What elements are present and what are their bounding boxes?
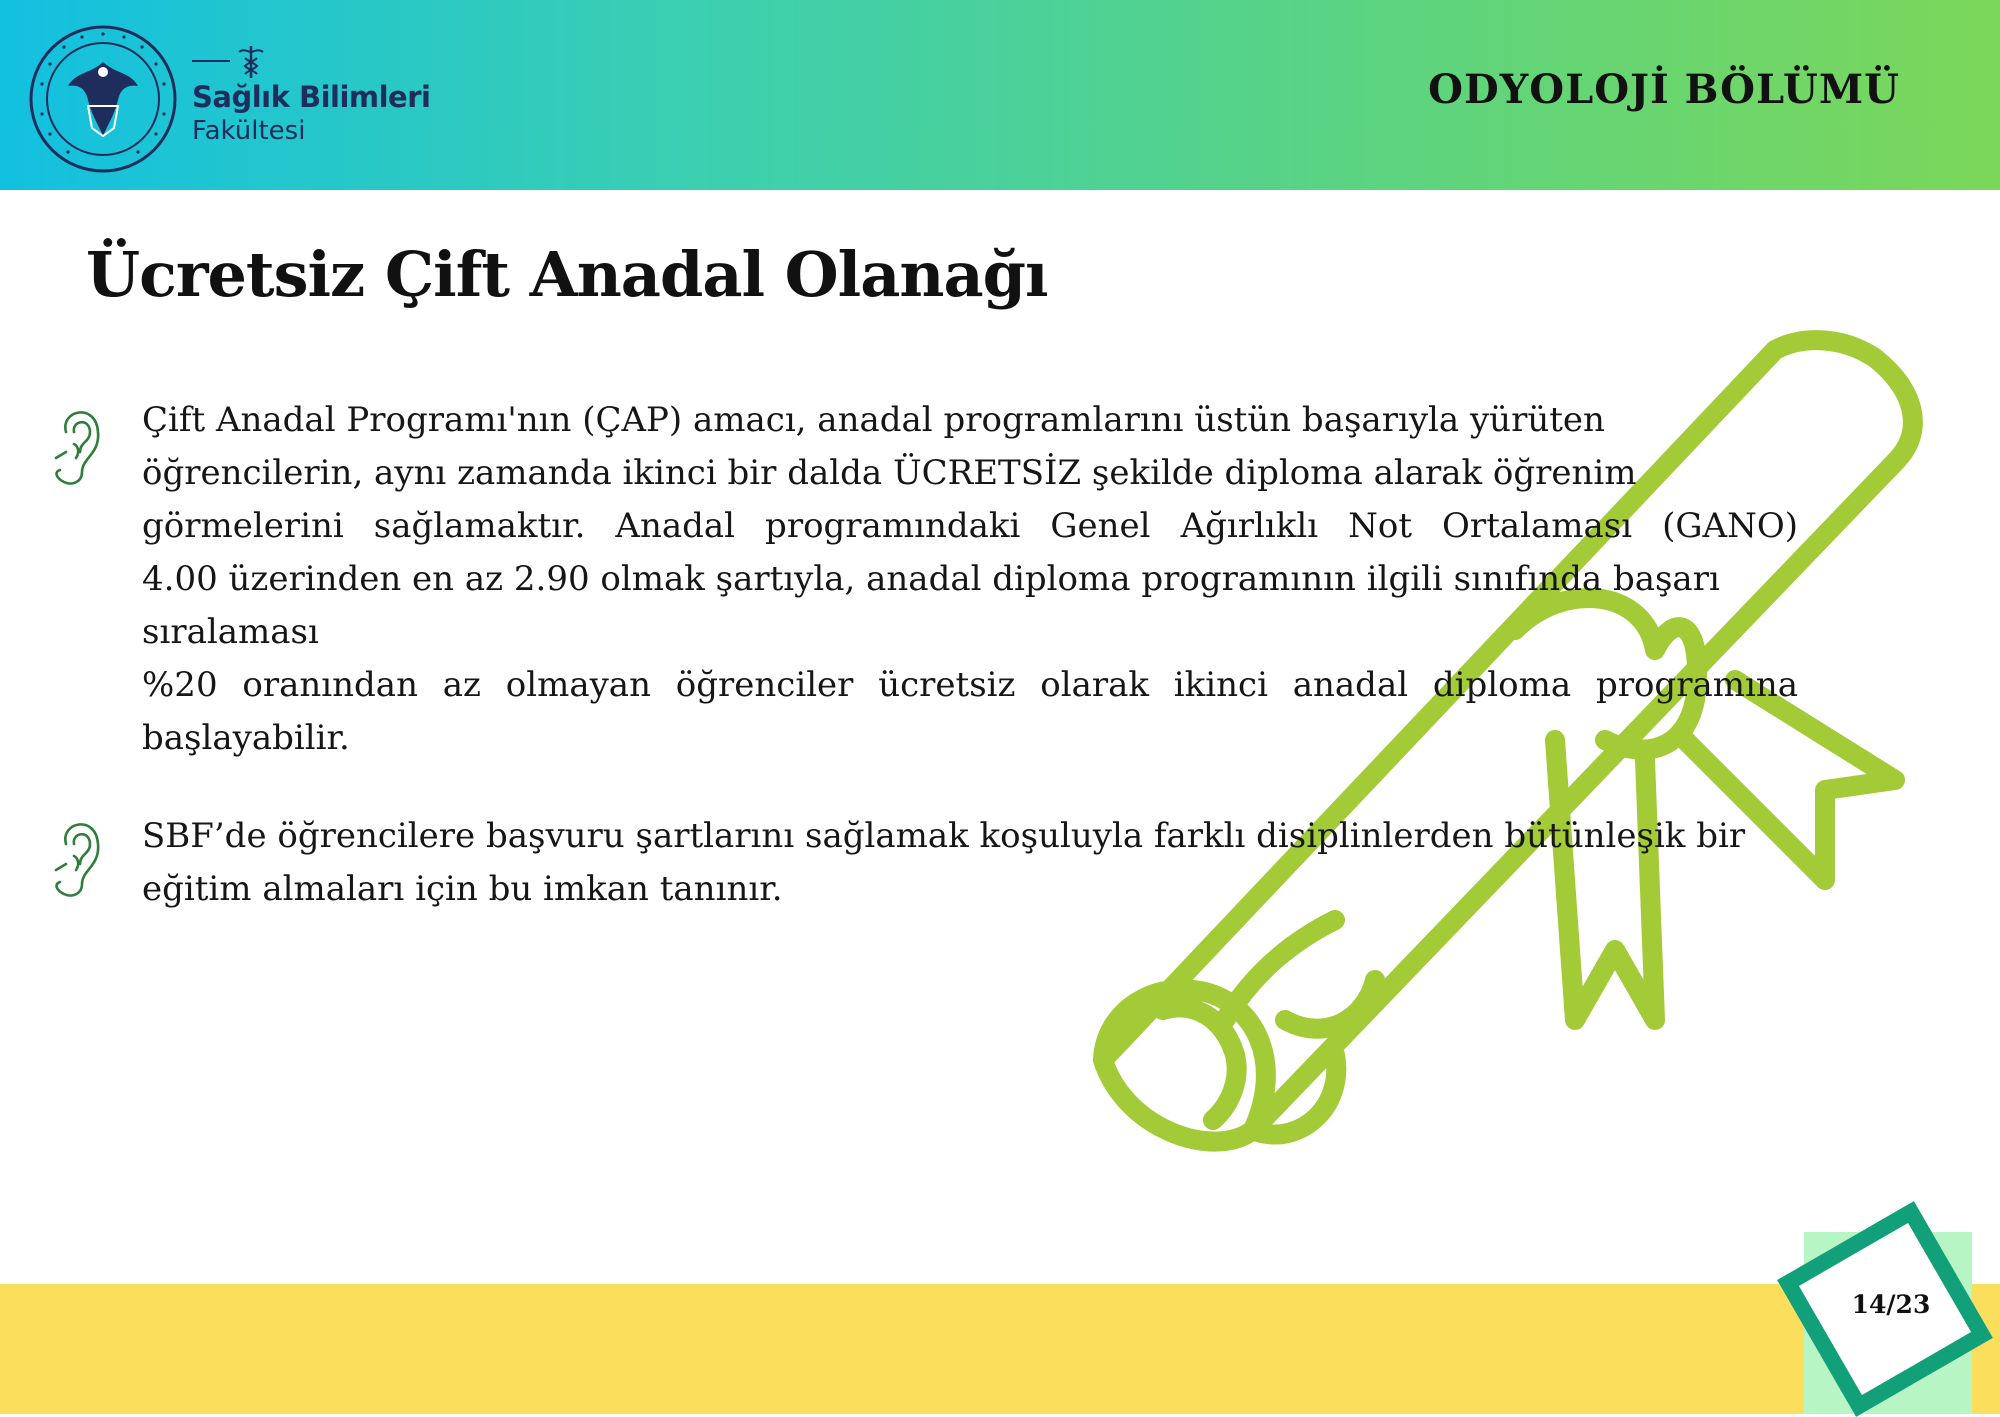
paragraph-line: başlayabilir.	[142, 718, 350, 758]
paragraph-line: eğitim almaları için bu imkan tanınır.	[142, 869, 783, 909]
paragraph-line: öğrencilerin, aynı zamanda ikinci bir dalda ÜCRETSİZ şekilde diploma alarak öğrenim	[142, 453, 1637, 493]
paragraph-line: 4.00 üzerinden en az 2.90 olmak şartıyla, anadal diploma programının ilgili sınıfında başarı	[142, 559, 1720, 599]
faculty-name-line1: Sağlık Bilimleri	[192, 80, 431, 114]
paragraph-line: Çift Anadal Programı'nın (ÇAP) amacı, anadal programlarını üstün başarıyla yürüten	[142, 400, 1605, 440]
bullet-text-sbf-opportunity	[142, 810, 1798, 916]
page-title: Ücretsiz Çift Anadal Olanağı	[86, 238, 1048, 311]
ear-icon	[52, 814, 102, 898]
department-title: ODYOLOJİ BÖLÜMÜ	[1428, 66, 1900, 113]
paragraph-line: SBF’de öğrencilere başvuru şartlarını sağlamak koşuluyla farklı disiplinlerden bütünleşik bir	[142, 816, 1746, 856]
faculty-name-line2: Fakültesi	[192, 116, 306, 146]
paragraph-line: %20 oranından az olmayan öğrenciler ücretsiz olarak ikinci anadal diploma programına	[142, 665, 1798, 705]
page-number: 14/23	[1851, 1290, 1931, 1319]
bullet-text-cap-purpose	[142, 394, 1798, 765]
caduceus-icon	[236, 44, 266, 80]
ear-icon	[52, 402, 102, 486]
logo-divider	[192, 60, 230, 62]
footer-band	[0, 1284, 2000, 1414]
header-banner	[0, 0, 2000, 190]
paragraph-line: sıralaması	[142, 612, 319, 652]
university-seal-icon	[28, 24, 178, 174]
paragraph-line: görmelerini sağlamaktır. Anadal programındaki Genel Ağırlıklı Not Ortalaması (GANO)	[142, 506, 1798, 546]
